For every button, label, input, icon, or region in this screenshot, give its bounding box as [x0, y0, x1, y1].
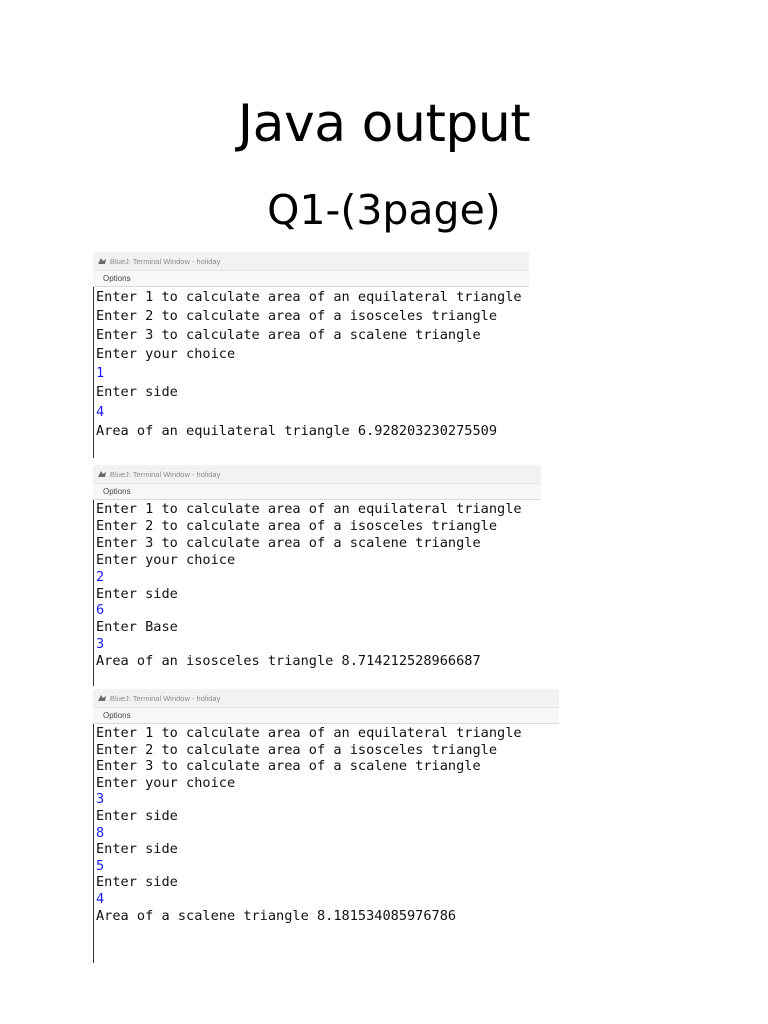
options-menu[interactable]: Options	[103, 487, 131, 496]
terminal-output-line: Enter Base	[96, 619, 178, 636]
terminal-output-line: Enter 2 to calculate area of a isosceles triangle	[96, 741, 498, 758]
terminal-output-line: Enter your choice	[96, 551, 236, 568]
terminal-output-line: Enter your choice	[96, 774, 236, 791]
terminal-output-line: Enter side	[96, 585, 178, 602]
terminal-menubar	[93, 484, 541, 500]
terminal-output	[93, 724, 559, 963]
terminal-output-line: Area of an equilateral triangle 6.928203230275509	[96, 422, 498, 439]
terminal-output-line: Enter 2 to calculate area of a isosceles triangle	[96, 517, 498, 534]
terminal-window-1	[93, 252, 529, 458]
terminal-output-line: Enter side	[96, 807, 178, 824]
terminal-title: BlueJ: Terminal Window - holiday	[110, 256, 221, 266]
page-subtitle: Q1-(3page)	[267, 186, 501, 234]
options-menu[interactable]: Options	[103, 711, 131, 720]
page-title: Java output	[237, 94, 531, 154]
bluej-icon	[97, 256, 107, 266]
terminal-output-line: Enter 2 to calculate area of a isosceles triangle	[96, 308, 498, 325]
terminal-input-line: 1	[96, 365, 105, 382]
terminal-output-line: Enter side	[96, 841, 178, 858]
terminal-output	[93, 500, 541, 686]
terminal-window-2	[93, 465, 541, 686]
terminal-title: BlueJ: Terminal Window - holiday	[110, 693, 221, 703]
terminal-output-line: Enter 1 to calculate area of an equilateral triangle	[96, 289, 522, 305]
terminal-titlebar	[93, 465, 541, 484]
terminal-output-line: Enter side	[96, 384, 178, 401]
terminal-menubar	[93, 271, 529, 287]
terminal-output-line: Enter side	[96, 874, 178, 891]
terminal-output-line: Area of a scalene triangle 8.181534085976786	[96, 907, 457, 924]
terminal-input-line: 6	[96, 602, 105, 619]
terminal-menubar	[93, 708, 559, 724]
terminal-output-line: Area of an isosceles triangle 8.714212528966687	[96, 653, 481, 670]
terminal-input-line: 3	[96, 636, 105, 653]
terminal-input-line: 3	[96, 791, 105, 808]
terminal-titlebar	[93, 252, 529, 271]
terminal-input-line: 2	[96, 568, 105, 585]
terminal-input-line: 5	[96, 857, 105, 874]
terminal-output	[93, 287, 529, 458]
terminal-output-line: Enter 3 to calculate area of a scalene triangle	[96, 534, 481, 551]
terminal-window-3	[93, 689, 559, 963]
terminal-output-line: Enter 3 to calculate area of a scalene triangle	[96, 758, 481, 775]
terminal-title: BlueJ: Terminal Window - holiday	[110, 469, 221, 479]
terminal-titlebar	[93, 689, 559, 708]
bluej-icon	[97, 469, 107, 479]
terminal-input-line: 8	[96, 824, 105, 841]
terminal-output-line: Enter your choice	[96, 346, 236, 363]
terminal-output-line: Enter 1 to calculate area of an equilateral triangle	[96, 501, 522, 517]
terminal-output-line: Enter 3 to calculate area of a scalene triangle	[96, 327, 481, 344]
options-menu[interactable]: Options	[103, 274, 131, 283]
terminal-output-line: Enter 1 to calculate area of an equilateral triangle	[96, 725, 522, 741]
bluej-icon	[97, 693, 107, 703]
terminal-input-line: 4	[96, 403, 105, 420]
terminal-input-line: 4	[96, 890, 105, 907]
